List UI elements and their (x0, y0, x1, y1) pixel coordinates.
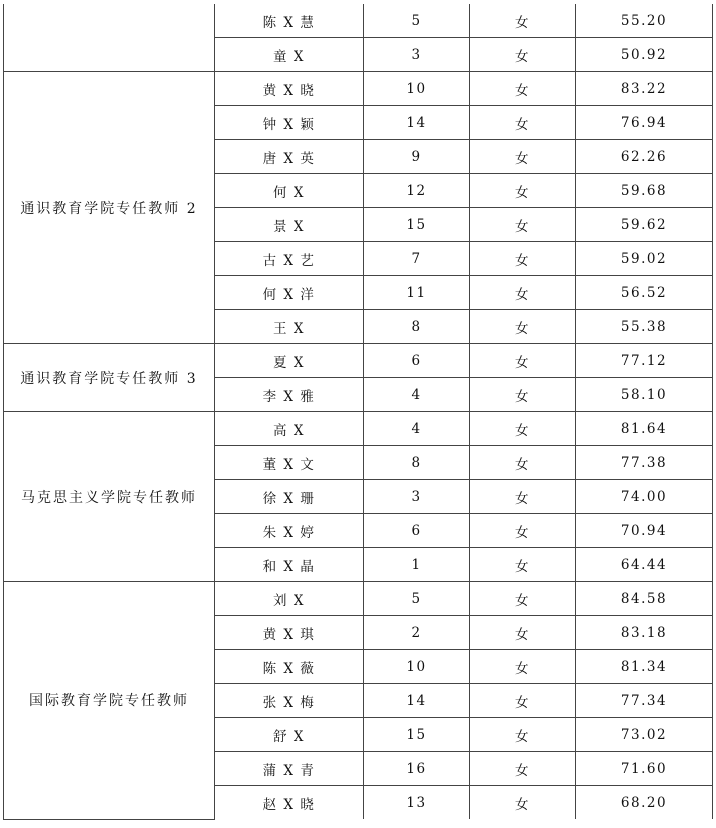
rank-cell: 12 (364, 174, 470, 208)
results-table (3, 4, 713, 820)
gender-cell: 女 (470, 344, 576, 378)
score-cell: 58.10 (576, 378, 713, 412)
rank-cell: 1 (364, 548, 470, 582)
name-cell: 赵 X 晓 (215, 786, 364, 820)
gender-cell: 女 (470, 174, 576, 208)
score-cell: 81.64 (576, 412, 713, 446)
name-cell: 陈 X 慧 (215, 4, 364, 38)
gender-cell: 女 (470, 718, 576, 752)
score-cell: 77.12 (576, 344, 713, 378)
name-cell: 陈 X 薇 (215, 650, 364, 684)
table-row (4, 412, 713, 446)
gender-cell: 女 (470, 4, 576, 38)
rank-cell: 5 (364, 582, 470, 616)
rank-cell: 13 (364, 786, 470, 820)
score-cell: 71.60 (576, 752, 713, 786)
score-cell: 55.20 (576, 4, 713, 38)
gender-cell: 女 (470, 38, 576, 72)
rank-cell: 8 (364, 446, 470, 480)
name-cell: 何 X (215, 174, 364, 208)
rank-cell: 5 (364, 4, 470, 38)
gender-cell: 女 (470, 242, 576, 276)
gender-cell: 女 (470, 72, 576, 106)
name-cell: 钟 X 颖 (215, 106, 364, 140)
score-cell: 81.34 (576, 650, 713, 684)
score-cell: 56.52 (576, 276, 713, 310)
rank-cell: 3 (364, 480, 470, 514)
name-cell: 李 X 雅 (215, 378, 364, 412)
name-cell: 何 X 洋 (215, 276, 364, 310)
gender-cell: 女 (470, 276, 576, 310)
name-cell: 和 X 晶 (215, 548, 364, 582)
gender-cell: 女 (470, 446, 576, 480)
score-cell: 59.62 (576, 208, 713, 242)
rank-cell: 16 (364, 752, 470, 786)
department-cell (4, 4, 215, 72)
name-cell: 舒 X (215, 718, 364, 752)
rank-cell: 11 (364, 276, 470, 310)
results-table-body (4, 4, 713, 819)
gender-cell: 女 (470, 514, 576, 548)
table-row (4, 72, 713, 106)
table-row (4, 4, 713, 38)
gender-cell: 女 (470, 310, 576, 344)
gender-cell: 女 (470, 786, 576, 820)
score-cell: 74.00 (576, 480, 713, 514)
score-cell: 83.18 (576, 616, 713, 650)
name-cell: 朱 X 婷 (215, 514, 364, 548)
department-cell: 通识教育学院专任教师 2 (4, 72, 215, 344)
gender-cell: 女 (470, 412, 576, 446)
name-cell: 徐 X 珊 (215, 480, 364, 514)
score-cell: 84.58 (576, 582, 713, 616)
score-cell: 64.44 (576, 548, 713, 582)
name-cell: 蒲 X 青 (215, 752, 364, 786)
rank-cell: 15 (364, 718, 470, 752)
name-cell: 高 X (215, 412, 364, 446)
score-cell: 73.02 (576, 718, 713, 752)
gender-cell: 女 (470, 650, 576, 684)
rank-cell: 8 (364, 310, 470, 344)
score-cell: 55.38 (576, 310, 713, 344)
table-row (4, 344, 713, 378)
gender-cell: 女 (470, 548, 576, 582)
score-cell: 77.34 (576, 684, 713, 718)
name-cell: 古 X 艺 (215, 242, 364, 276)
score-cell: 77.38 (576, 446, 713, 480)
rank-cell: 14 (364, 684, 470, 718)
rank-cell: 10 (364, 72, 470, 106)
score-cell: 62.26 (576, 140, 713, 174)
score-cell: 68.20 (576, 786, 713, 820)
rank-cell: 7 (364, 242, 470, 276)
score-cell: 59.02 (576, 242, 713, 276)
name-cell: 夏 X (215, 344, 364, 378)
gender-cell: 女 (470, 106, 576, 140)
name-cell: 刘 X (215, 582, 364, 616)
rank-cell: 6 (364, 514, 470, 548)
rank-cell: 4 (364, 378, 470, 412)
rank-cell: 3 (364, 38, 470, 72)
rank-cell: 9 (364, 140, 470, 174)
score-cell: 59.68 (576, 174, 713, 208)
name-cell: 童 X (215, 38, 364, 72)
score-cell: 50.92 (576, 38, 713, 72)
rank-cell: 10 (364, 650, 470, 684)
name-cell: 张 X 梅 (215, 684, 364, 718)
gender-cell: 女 (470, 752, 576, 786)
department-cell: 国际教育学院专任教师 (4, 582, 215, 820)
name-cell: 唐 X 英 (215, 140, 364, 174)
gender-cell: 女 (470, 480, 576, 514)
name-cell: 黄 X 琪 (215, 616, 364, 650)
gender-cell: 女 (470, 378, 576, 412)
gender-cell: 女 (470, 684, 576, 718)
name-cell: 黄 X 晓 (215, 72, 364, 106)
name-cell: 景 X (215, 208, 364, 242)
gender-cell: 女 (470, 582, 576, 616)
gender-cell: 女 (470, 140, 576, 174)
name-cell: 王 X (215, 310, 364, 344)
department-cell: 通识教育学院专任教师 3 (4, 344, 215, 412)
gender-cell: 女 (470, 616, 576, 650)
rank-cell: 15 (364, 208, 470, 242)
score-cell: 83.22 (576, 72, 713, 106)
rank-cell: 4 (364, 412, 470, 446)
score-cell: 76.94 (576, 106, 713, 140)
rank-cell: 14 (364, 106, 470, 140)
score-cell: 70.94 (576, 514, 713, 548)
gender-cell: 女 (470, 208, 576, 242)
name-cell: 董 X 文 (215, 446, 364, 480)
table-row (4, 582, 713, 616)
rank-cell: 6 (364, 344, 470, 378)
department-cell: 马克思主义学院专任教师 (4, 412, 215, 582)
rank-cell: 2 (364, 616, 470, 650)
